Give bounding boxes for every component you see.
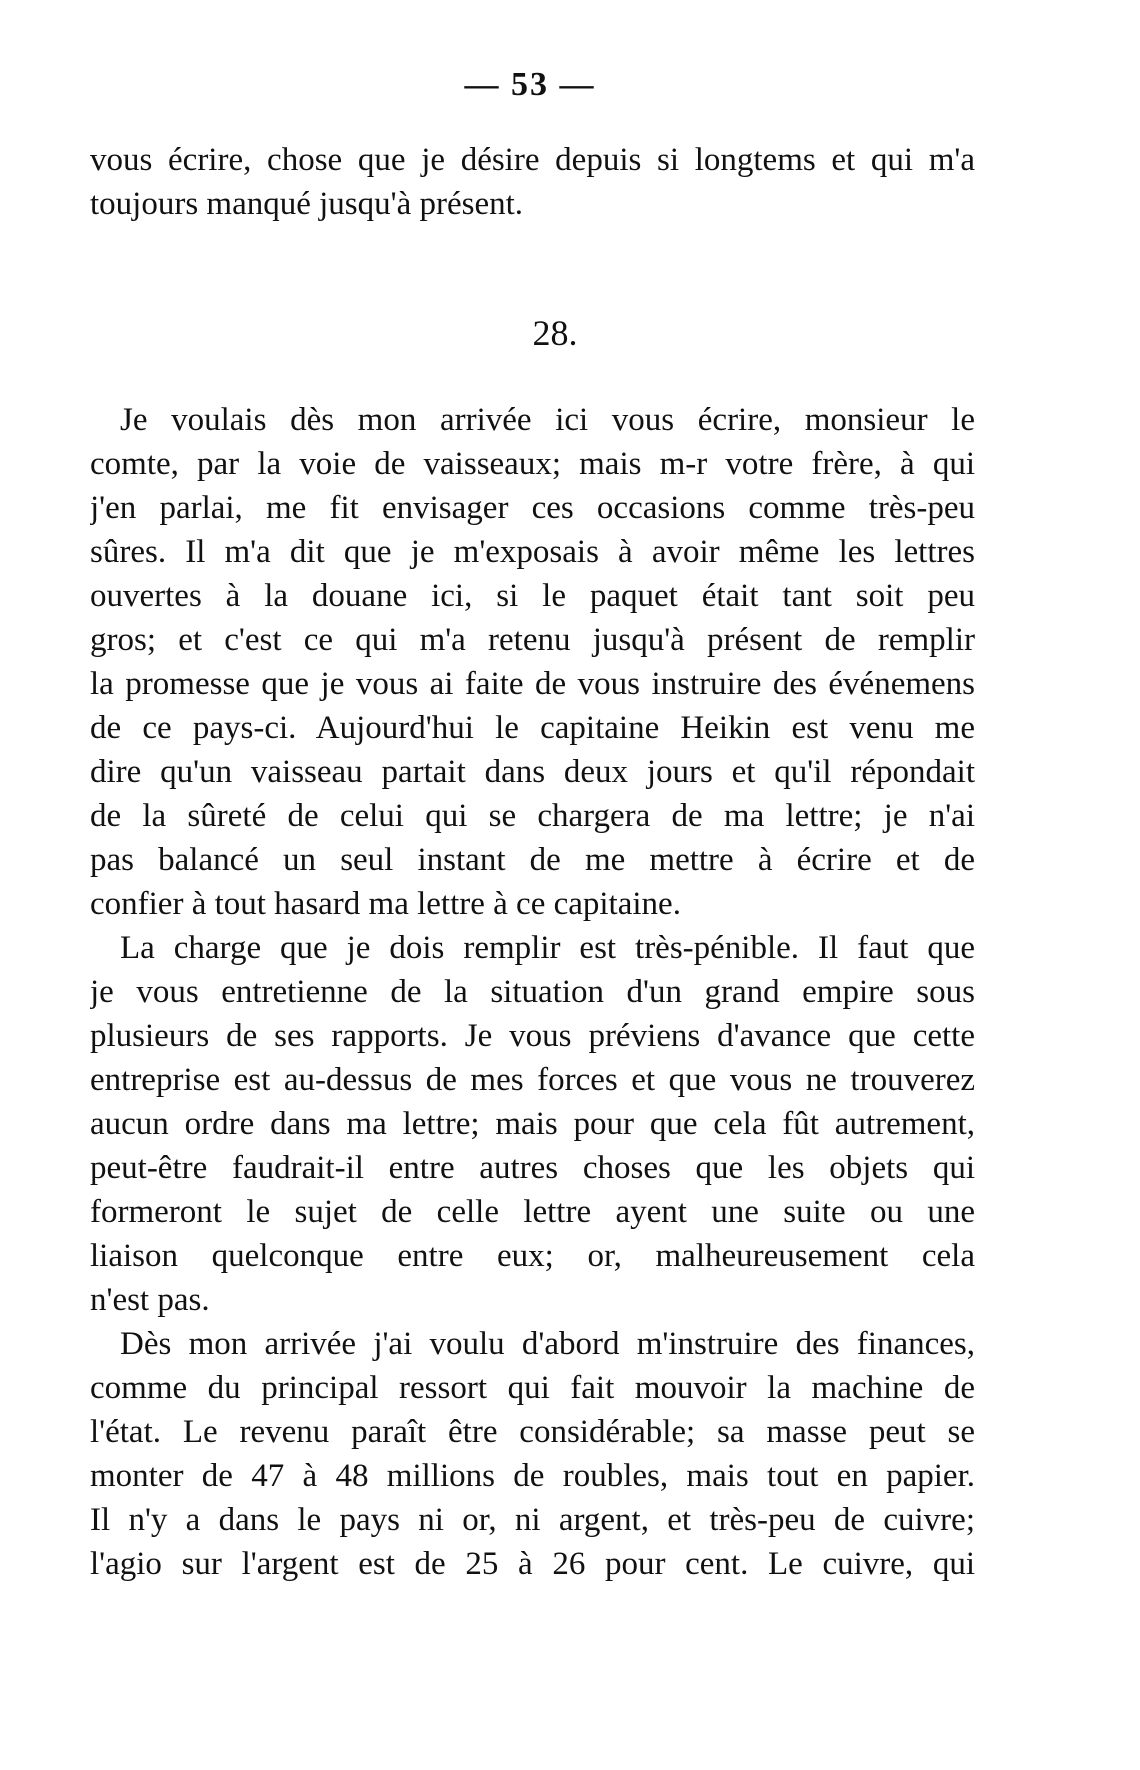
text-line: entreprise est au-dessus de mes forces et que vous ne trouverez — [90, 1062, 975, 1098]
text-line: Je voulais dès mon arrivée ici vous écrire, monsieur le — [120, 402, 975, 438]
text-line: vous écrire, chose que je désire depuis si longtems et qui m'a — [90, 142, 975, 178]
text-line: l'état. Le revenu paraît être considérable; sa masse peut se — [90, 1414, 975, 1450]
text-line: plusieurs de ses rapports. Je vous préviens d'avance que cette — [90, 1018, 975, 1054]
text-line: aucun ordre dans ma lettre; mais pour que cela fût autrement, — [90, 1106, 975, 1142]
text-line: La charge que je dois remplir est très-pénible. Il faut que — [120, 930, 975, 966]
text-line: comte, par la voie de vaisseaux; mais m-r votre frère, à qui — [90, 446, 975, 482]
continuation-text — [90, 138, 975, 226]
text-line: gros; et c'est ce qui m'a retenu jusqu'à présent de remplir — [90, 622, 975, 658]
paragraph-2 — [90, 926, 975, 1322]
text-line: peut-être faudrait-il entre autres choses que les objets qui — [90, 1150, 975, 1186]
text-line: j'en parlai, me fit envisager ces occasions comme très-peu — [90, 490, 975, 526]
text-line: Dès mon arrivée j'ai voulu d'abord m'instruire des finances, — [120, 1326, 975, 1362]
text-line: monter de 47 à 48 millions de roubles, mais tout en papier. — [90, 1458, 975, 1494]
paragraph-3 — [90, 1322, 975, 1586]
text-line: confier à tout hasard ma lettre à ce capitaine. — [90, 886, 681, 922]
paragraph-1 — [90, 398, 975, 926]
text-line: de ce pays-ci. Aujourd'hui le capitaine Heikin est venu me — [90, 710, 975, 746]
text-line: ouvertes à la douane ici, si le paquet était tant soit peu — [90, 578, 975, 614]
text-line: la promesse que je vous ai faite de vous instruire des événemens — [90, 666, 975, 702]
page-number: — 53 — — [464, 66, 596, 103]
text-line: de la sûreté de celui qui se chargera de ma lettre; je n'ai — [90, 798, 975, 834]
text-line: pas balancé un seul instant de me mettre à écrire et de — [90, 842, 975, 878]
text-line: comme du principal ressort qui fait mouvoir la machine de — [90, 1370, 975, 1406]
letter-number: 28. — [532, 313, 578, 353]
letter-body — [90, 398, 975, 1586]
text-line: sûres. Il m'a dit que je m'exposais à avoir même les lettres — [90, 534, 975, 570]
text-line: formeront le sujet de celle lettre ayent une suite ou une — [90, 1194, 975, 1230]
text-line: dire qu'un vaisseau partait dans deux jours et qu'il répondait — [90, 754, 975, 790]
text-line: je vous entretienne de la situation d'un grand empire sous — [90, 974, 975, 1010]
text-line: n'est pas. — [90, 1282, 210, 1318]
text-line: l'agio sur l'argent est de 25 à 26 pour cent. Le cuivre, qui — [90, 1546, 975, 1582]
text-line: toujours manqué jusqu'à présent. — [90, 186, 524, 222]
text-line: Il n'y a dans le pays ni or, ni argent, et très-peu de cuivre; — [90, 1502, 975, 1538]
text-line: liaison quelconque entre eux; or, malheureusement cela — [90, 1238, 975, 1274]
